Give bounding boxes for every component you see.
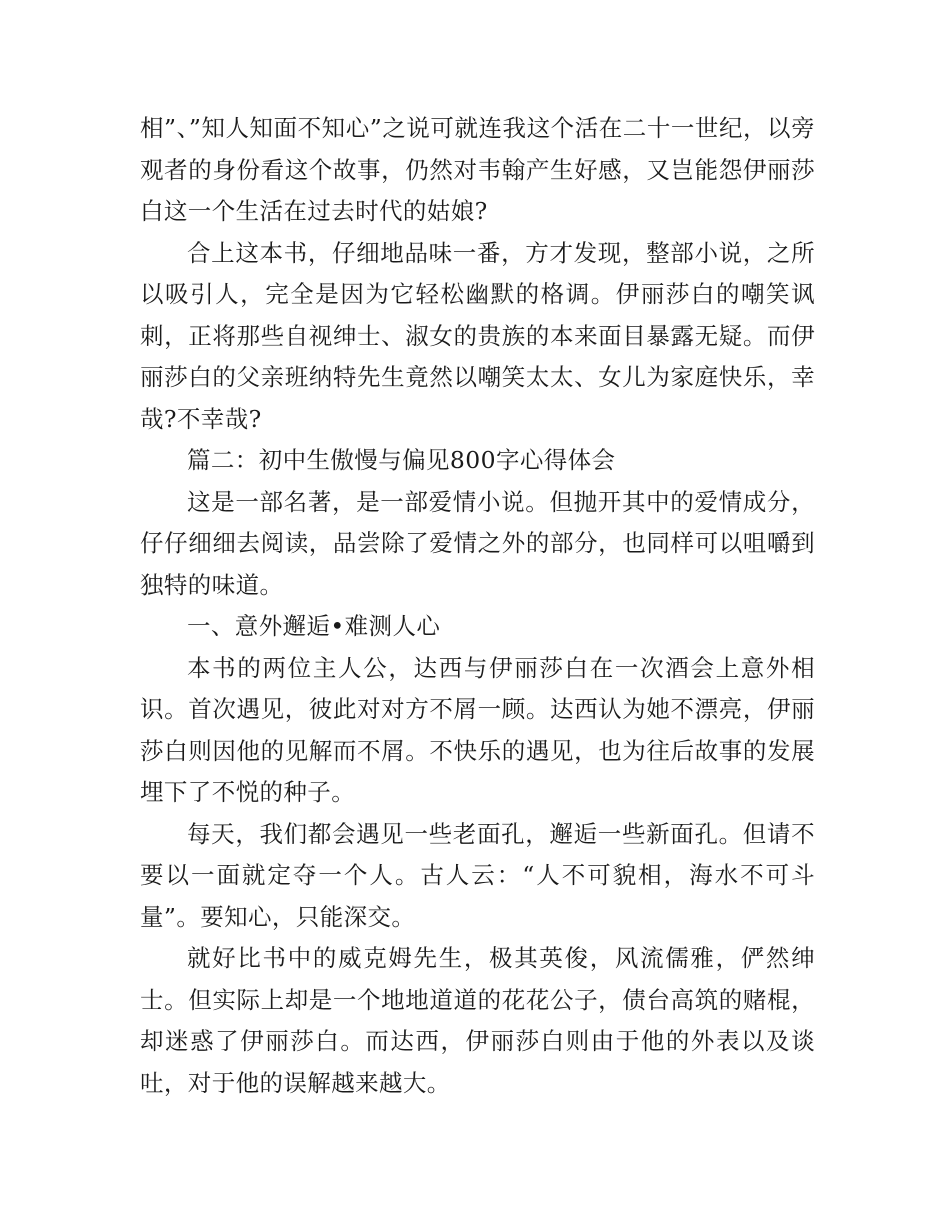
paragraph-continuation: 相”、”知人知面不知心”之说可就连我这个活在二十一世纪，以旁观者的身份看这个故事，仍然对韦翰产生好感，又岂能怨伊丽莎白这一个生活在过去时代的姑娘? bbox=[140, 114, 815, 225]
paragraph: 就好比书中的威克姆先生，极其英俊，风流儒雅，俨然绅士。但实际上却是一个地地道道的花花公子，债台高筑的赌棍，却迷惑了伊丽莎白。而达西，伊丽莎白则由于他的外表以及谈吐，对于他的误解越来越大。 bbox=[140, 944, 815, 1097]
body-text bbox=[140, 108, 815, 1104]
paragraph: 本书的两位主人公，达西与伊丽莎白在一次酒会上意外相识。首次遇见，彼此对对方不屑一顾。达西认为她不漂亮，伊丽莎白则因他的见解而不屑。不快乐的遇见，也为往后故事的发展埋下了不悦的种子。 bbox=[140, 653, 815, 806]
paragraph: 每天，我们都会遇见一些老面孔，邂逅一些新面孔。但请不要以一面就定夺一个人。古人云：“人不可貌相，海水不可斗量”。要知心，只能深交。 bbox=[140, 819, 815, 931]
section-heading: 篇二：初中生傲慢与偏见800字心得体会 bbox=[187, 446, 616, 474]
subsection-heading: 一、意外邂逅•难测人心 bbox=[187, 612, 441, 640]
paragraph: 这是一部名著，是一部爱情小说。但抛开其中的爱情成分，仔仔细细去阅读，品尝除了爱情之外的部分，也同样可以咀嚼到独特的味道。 bbox=[140, 487, 815, 599]
paragraph: 合上这本书，仔细地品味一番，方才发现，整部小说，之所以吸引人，完全是因为它轻松幽默的格调。伊丽莎白的嘲笑讽刺，正将那些自视绅士、淑女的贵族的本来面目暴露无疑。而伊丽莎白的父亲班纳特先生竟然以嘲笑太太、女儿为家庭快乐，幸哉?不幸哉? bbox=[140, 238, 815, 433]
